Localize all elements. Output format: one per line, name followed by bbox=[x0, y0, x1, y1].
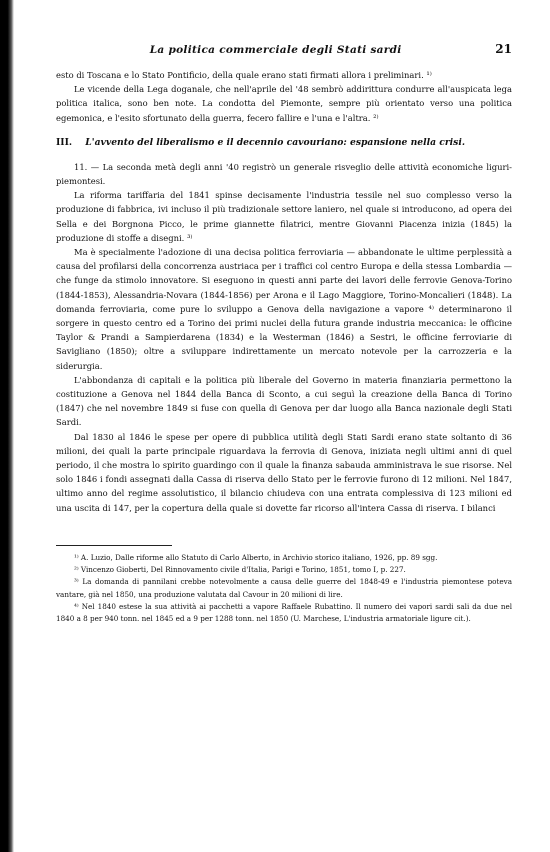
footnote: ¹⁾ A. Luzio, Dalle riforme allo Statuto di Carlo Alberto, in Archivio storico italiano, 1926, pp. 89 sgg. bbox=[74, 552, 438, 562]
footnote: ³⁾ La domanda di pannilani crebbe notevolmente a causa delle guerre del 1848-49 e l'industria piemontese poteva vantare, già nel 1850, una produzione valutata dal Cavour in 20 milioni di lire. bbox=[56, 577, 512, 599]
footnote: ⁴⁾ Nel 1840 estese la sua attività ai pacchetti a vapore Raffaele Rubattino. Il numero dei vapori sardi sali da due nel 1840 a 8 per 940 tonn. nel 1845 ed a 9 per 1288 tonn. nel 1850 (U. Marchese, L'industria armatoriale ligure cit.). bbox=[56, 601, 512, 623]
section-number: III. bbox=[56, 136, 73, 148]
document-page bbox=[56, 42, 512, 625]
page-header bbox=[56, 42, 512, 56]
paragraph: esto di Toscana e lo Stato Pontificio, della quale erano stati firmati allora i preliminari. ¹⁾ bbox=[56, 70, 432, 80]
running-title: La politica commerciale degli Stati sardi bbox=[149, 44, 402, 56]
paragraph: Le vicende della Lega doganale, che nell'aprile del '48 sembrò addirittura condurre all'auspicata lega politica italica, sono ben note. La condotta del Piemonte, sempre più orientato verso una politica egemonica, e l'esito sfortunato della guerra, fecero fallire e l'una e l'altra. ²⁾ bbox=[56, 84, 512, 123]
book-spine-shadow bbox=[0, 0, 14, 852]
section-heading bbox=[56, 137, 512, 148]
footnote-divider bbox=[56, 545, 172, 546]
paragraph: La riforma tariffaria del 1841 spinse decisamente l'industria tessile nel suo complesso verso la produzione di fabbrica, ivi incluso il più tradizionale settore laniero, nel quale si introducono, ad opera dei Sella e dei Borgnona Picco, le prime giannette filatrici, mentre Giovanni Piacenza inizia (1845) la produzione di stoffe a disegni. ³⁾ bbox=[56, 190, 512, 243]
paragraph: Ma è specialmente l'adozione di una decisa politica ferroviaria — abbandonate le ultime perplessità a causa del profilarsi della concorrenza austriaca per i traffici col centro Europa e della stessa Lombardia — che funge da stimolo innovatore. Si eseguono in questi anni parte dei lavori delle ferrovie Genova-Torino (1844-1853), Alessandria-Novara (1844-1856) per Arona e il Lago Maggiore, Torino-Moncalieri (1848). La domanda ferroviaria, come pure lo sviluppo a Genova della navigazione a vapore ⁴⁾ determinarono il sorgere in questo centro ed a Torino dei primi nuclei della futura grande industria meccanica: le officine Taylor & Prandi a Sampierdarena (1834) e la Westerman (1846) a Sestri, le officine ferroviarie di Savigliano (1850); oltre a sviluppare indirettamente un mercato notevole per la carrozzeria e la siderurgia. bbox=[56, 247, 512, 371]
page-number: 21 bbox=[495, 42, 512, 56]
paragraph: Dal 1830 al 1846 le spese per opere di pubblica utilità degli Stati Sardi erano state soltanto di 36 milioni, dei quali la parte principale riguardava la ferrovia di Genova, iniziata negli ultimi anni di quel periodo, il che mostra lo spirito guardingo con il quale la finanza sabauda amministrava le sue risorse. Nel solo 1846 i fondi assegnati dalla Cassa di riserva dello Stato per le ferrovie furono di 12 milioni. Nel 1847, ultimo anno del regime assolutistico, il bilancio chiudeva con una entrata complessiva di 123 milioni ed una uscita di 147, per la copertura della quale si dovette far ricorso all'intera Cassa di riserva. I bilanci bbox=[56, 431, 512, 513]
footnote: ²⁾ Vincenzo Gioberti, Del Rinnovamento civile d'Italia, Parigi e Torino, 1851, tomo I, p. 227. bbox=[74, 565, 406, 575]
paragraph: L'abbondanza di capitali e la politica più liberale del Governo in materia finanziaria permettono la costituzione a Genova nel 1844 della Banca di Sconto, a cui seguì la creazione della Banca di Torino (1847) che nel novembre 1849 si fuse con quella di Genova per dar luogo alla Banca nazionale degli Stati Sardi. bbox=[56, 374, 512, 428]
section-title: L'avvento del liberalismo e il decennio cavouriano: espansione nella crisi. bbox=[85, 136, 466, 148]
paragraph: 11. — La seconda metà degli anni '40 registrò un generale risveglio delle attività economiche liguri-piemontesi. bbox=[56, 161, 512, 187]
